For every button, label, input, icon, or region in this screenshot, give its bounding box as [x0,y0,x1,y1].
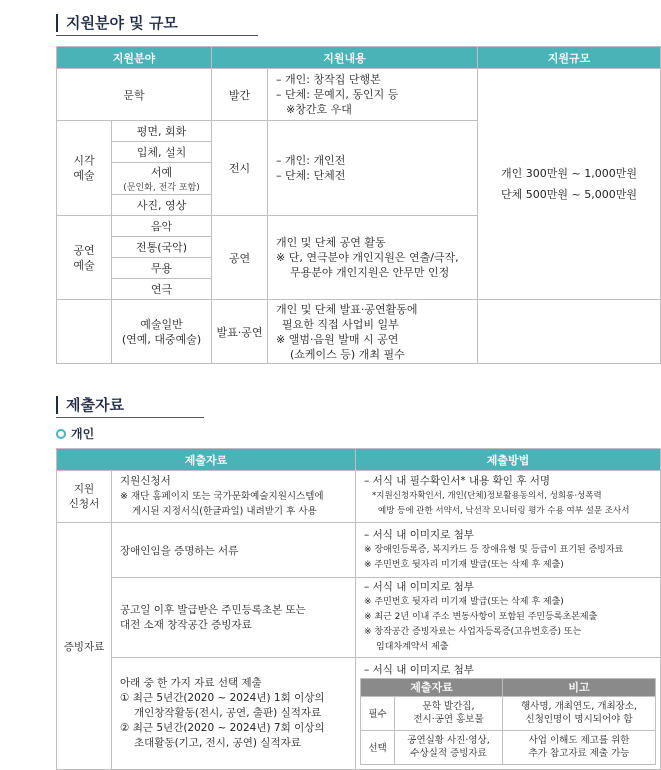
content-performing: 개인 및 단체 공연 활동 ※ 단, 연극분야 개인지원은 연출/극작, 무용분야 개인지원은 안무만 인정 [268,216,478,300]
type-present: 발표·공연 [212,300,268,364]
section-title-documents: 제출자료 [56,396,124,414]
type-exhibit: 전시 [212,121,268,216]
doc-disability: 장애인임을 증명하는 서류 [112,523,356,578]
doc-record: 아래 중 한 가지 자료 선택 제출 ① 최근 5년간(2020 ~ 2024년) 1회 이상의 개인창작활동(전시, 공연, 출판) 실적자료 ② 최근 5년간(2020 ~ 2024년) 7회 이상의 초대활동(기고, 전시, 공연) 실적자료 [112,658,356,770]
content-general: 개인 및 단체 발표·공연활동에 필요한 직접 사업비 일부 ※ 앨범·음원 발매 시 공연 (쇼케이스 등) 개최 필수 [268,300,478,364]
support-table [56,46,661,364]
documents-table [56,448,661,770]
sub-general: 예술일반 (연예, 대중예술) [112,300,212,364]
group-visual: 시각 예술 [57,121,112,216]
inner-header-note: 비고 [503,678,656,696]
inner-header-doc: 제출자료 [361,678,503,696]
field-literature: 문학 [57,69,212,121]
label-evidence: 증빙자료 [57,523,112,770]
method-disability: – 서식 내 이미지로 첨부 ※ 장애인등록증, 복지카드 등 장애유형 및 등급이 표기된 증빙자료 ※ 주민번호 뒷자리 미기재 발급(또는 삭제 후 제출) [356,523,661,578]
sub-traditional: 전통(국악) [112,237,212,258]
sub-calligraphy: 서예 (문인화, 전각 포함) [112,163,212,195]
doc-application: 지원신청서 ※ 재단 홈페이지 또는 국가문화예술지원시스템에 게시된 지정서식(한글파일) 내려받기 후 사용 [112,471,356,523]
inner-kind-optional: 선택 [361,730,395,764]
sub-theater: 연극 [112,279,212,300]
doc-residence: 공고일 이후 발급받은 주민등록초본 또는 대전 소재 창작공간 증빙자료 [112,578,356,658]
circle-bullet-icon [56,429,66,439]
type-perform: 공연 [212,216,268,300]
header-scale: 지원규모 [478,47,661,69]
method-application: – 서식 내 필수확인서* 내용 확인 후 서명 *지원신청자확인서, 개인(단체)정보활용동의서, 성희롱·성폭력 예방 등에 관한 서약서, 낙선작 모니터링 평가 수용 여부 설문 조사서 [356,471,661,523]
sub-music: 음악 [112,216,212,237]
support-scale: 개인 300만원 ~ 1,000만원 단체 500만원 ~ 5,000만원 [478,69,661,300]
content-literature: – 개인: 창작집 단행본 – 단체: 문예지, 동인지 등 ※창간호 우대 [268,69,478,121]
inner-doc-required: 문학 발간집, 전시·공연 홍보물 [395,696,503,730]
subtitle-individual: 개인 [56,425,94,442]
header-documents: 제출자료 [57,449,356,471]
sub-photo: 사진, 영상 [112,195,212,216]
sub-installation: 입체, 설치 [112,142,212,163]
group-performing: 공연 예술 [57,216,112,300]
method-residence: – 서식 내 이미지로 첨부 ※ 주민번호 뒷자리 미기재 발급(또는 삭제 후 제출) ※ 최근 2년 이내 주소 변동사항이 포함된 주민등록초본제출 ※ 창작공간 증빙자료는 사업자등록증(고유번호증) 또는 임대차계약서 제출 [356,578,661,658]
sub-dance: 무용 [112,258,212,279]
inner-note-optional: 사업 이해도 제고를 위한 추가 참고자료 제출 가능 [503,730,656,764]
method-record: – 서식 내 이미지로 첨부 제출자료 비고 필수 문학 발간집, 전시·공연 홍보물 행사명, 개최연도, 개최장소, 신청인명이 명시되어야 함 선택 공연실황 사진·영상, 수상실적 증빙자료 사업 이해도 제고를 위한 추가 참고자료 제출 가능 [356,658,661,770]
header-field: 지원분야 [57,47,212,69]
header-method: 제출방법 [356,449,661,471]
label-application: 지원 신청서 [57,471,112,523]
inner-note-required: 행사명, 개최연도, 개최장소, 신청인명이 명시되어야 함 [503,696,656,730]
content-visual: – 개인: 개인전 – 단체: 단체전 [268,121,478,216]
record-inner-table [360,678,656,765]
sub-painting: 평면, 회화 [112,121,212,142]
inner-kind-required: 필수 [361,696,395,730]
type-publish: 발간 [212,69,268,121]
inner-doc-optional: 공연실황 사진·영상, 수상실적 증빙자료 [395,730,503,764]
header-content: 지원내용 [212,47,478,69]
section-title-support: 지원분야 및 규모 [56,14,178,32]
